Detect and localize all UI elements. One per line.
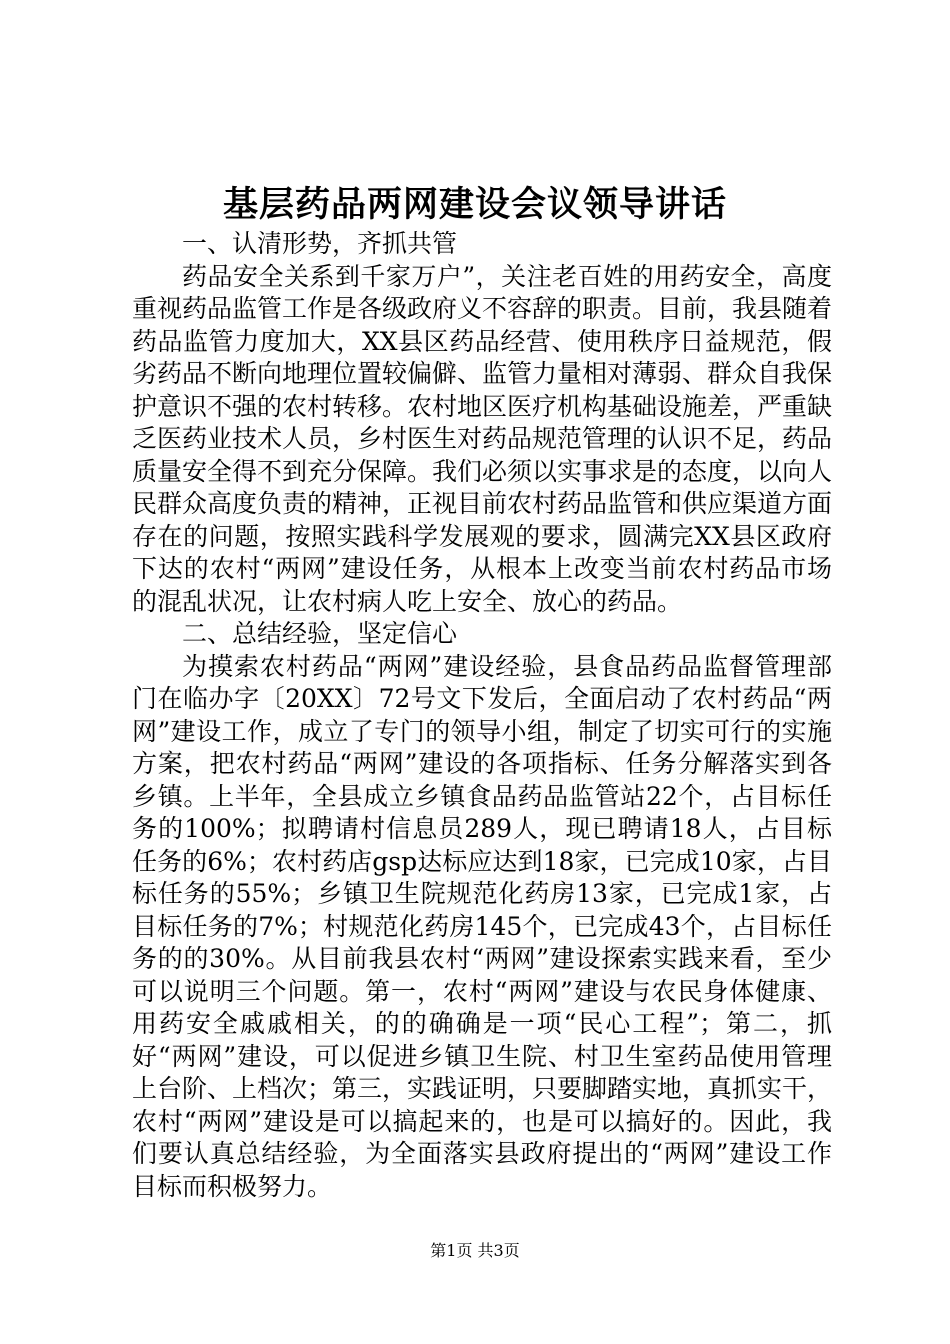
document-title: 基层药品两网建设会议领导讲话 — [222, 184, 727, 225]
section-2-heading: 二、总结经验，坚定信心 — [182, 619, 458, 648]
page-footer: 第1页 共3页 — [430, 1241, 520, 1260]
section-2-paragraph: 为摸索农村药品“两网”建设经验，县食品药品监督管理部门在临办字〔20XX〕72号文下发后，全面启动了农村药品“两网”建设工作，成立了专门的领导小组，制定了切实可行的实施方案，把农村药品“两网”建设的各项指标、任务分解落实到各乡镇。上半年，全县成立乡镇食品药品监管站22个，占目标任务的100%；拟聘请村信息员289人，现已聘请18人，占目标任务的6%；农村药店gsp达标应达到18家，已完成10家，占目标任务的55%；乡镇卫生院规范化药房13家，已完成1家，占目标任务的7%；村规范化药房145个，已完成43个，占目标任务的的30%。从目前我县农村“两网”建设探索实践来看，至少可以说明三个问题。第一，农村“两网”建设与农民身体健康、用药安全戚戚相关，的的确确是一项“民心工程”；第二，抓好“两网”建设，可以促进乡镇卫生院、村卫生室药品使用管理上台阶、上档次；第三，实践证明，只要脚踏实地，真抓实干，农村“两网”建设是可以搞起来的，也是可以搞好的。因此，我们要认真总结经验，为全面落实县政府提出的“两网”建设工作目标而积极努力。 — [132, 651, 833, 1201]
document-body — [132, 228, 832, 1203]
section-1-paragraph: 药品安全关系到千家万户”，关注老百姓的用药安全，高度重视药品监管工作是各级政府义不容辞的职责。目前，我县随着药品监管力度加大，XX县区药品经营、使用秩序日益规范，假劣药品不断向地理位置较偏僻、监管力量相对薄弱、群众自我保护意识不强的农村转移。农村地区医疗机构基础设施差，严重缺乏医药业技术人员，乡村医生对药品规范管理的认识不足，药品质量安全得不到充分保障。我们必须以实事求是的态度，以向人民群众高度负责的精神，正视目前农村药品监管和供应渠道方面存在的问题，按照实践科学发展观的要求，圆满完XX县区政府下达的农村“两网”建设任务，从根本上改变当前农村药品市场的混乱状况，让农村病人吃上安全、放心的药品。 — [132, 261, 833, 616]
section-1-heading: 一、认清形势，齐抓共管 — [182, 229, 458, 258]
